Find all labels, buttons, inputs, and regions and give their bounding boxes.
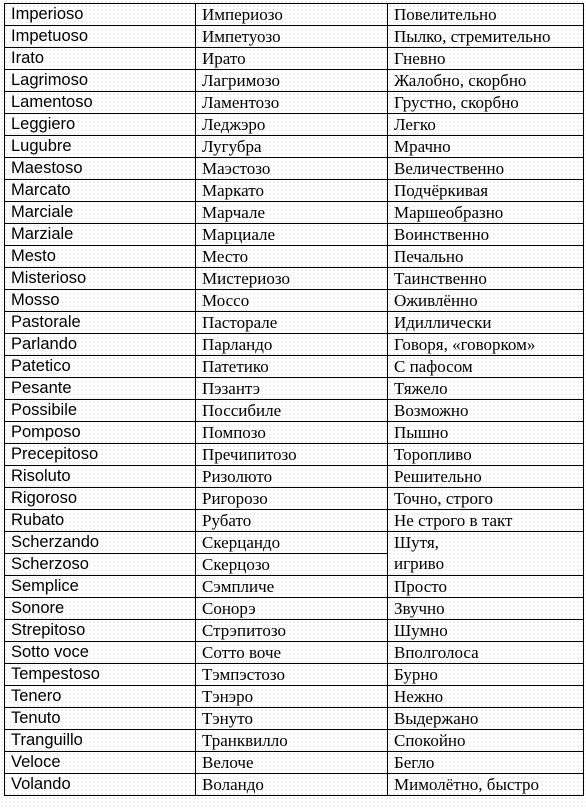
italian-term-cell: Lamentoso [5,92,196,114]
table-row [5,26,584,48]
transliteration-cell: Маэстозо [196,158,388,180]
translation-cell: Легко [388,114,584,136]
italian-term-cell: Parlando [5,334,196,356]
translation-cell: Грустно, скорбно [388,92,584,114]
translation-cell: Повелительно [388,4,584,26]
transliteration-cell: Рубато [196,510,388,532]
table-row [5,334,584,356]
table-row [5,730,584,752]
translation-cell: Оживлённо [388,290,584,312]
transliteration-cell: Ризолюто [196,466,388,488]
table-row [5,400,584,422]
translation-cell: С пафосом [388,356,584,378]
translation-cell: Торопливо [388,444,584,466]
translation-cell: Печально [388,246,584,268]
italian-term-cell: Marciale [5,202,196,224]
italian-term-cell: Marziale [5,224,196,246]
italian-term-cell: Mesto [5,246,196,268]
transliteration-cell: Скерцандо [196,532,388,554]
italian-term-cell: Pomposo [5,422,196,444]
translation-cell: Точно, строго [388,488,584,510]
italian-term-cell: Impetuoso [5,26,196,48]
table-row [5,312,584,334]
table-row [5,642,584,664]
transliteration-cell: Моссо [196,290,388,312]
transliteration-cell: Воландо [196,774,388,796]
translation-cell: Просто [388,576,584,598]
italian-term-cell: Risoluto [5,466,196,488]
italian-term-cell: Patetico [5,356,196,378]
table-row [5,202,584,224]
transliteration-cell: Ламентозо [196,92,388,114]
italian-term-cell: Lagrimoso [5,70,196,92]
italian-term-cell: Semplice [5,576,196,598]
italian-term-cell: Maestoso [5,158,196,180]
italian-term-cell: Tenero [5,686,196,708]
transliteration-cell: Пэзантэ [196,378,388,400]
table-row [5,268,584,290]
italian-term-cell: Possibile [5,400,196,422]
italian-term-cell: Tempestoso [5,664,196,686]
italian-term-cell: Tranguillo [5,730,196,752]
translation-cell: Вполголоса [388,642,584,664]
table-row [5,422,584,444]
translation-cell: Решительно [388,466,584,488]
italian-term-cell: Precepitoso [5,444,196,466]
transliteration-cell: Сотто воче [196,642,388,664]
italian-term-cell: Volando [5,774,196,796]
transliteration-cell: Импетуозо [196,26,388,48]
italian-term-cell: Strepitoso [5,620,196,642]
translation-cell: Тяжело [388,378,584,400]
table-row [5,510,584,532]
table-row [5,48,584,70]
translation-cell: Шутя, игриво [388,532,584,576]
transliteration-cell: Тэнэро [196,686,388,708]
transliteration-cell: Патетико [196,356,388,378]
translation-cell: Пышно [388,422,584,444]
transliteration-cell: Поссибиле [196,400,388,422]
table-row [5,686,584,708]
transliteration-cell: Ригорозо [196,488,388,510]
transliteration-cell: Пречипитозо [196,444,388,466]
transliteration-cell: Стрэпитозо [196,620,388,642]
transliteration-cell: Транквилло [196,730,388,752]
transliteration-cell: Место [196,246,388,268]
translation-cell: Таинственно [388,268,584,290]
transliteration-cell: Парландо [196,334,388,356]
translation-cell: Жалобно, скорбно [388,70,584,92]
translation-cell: Подчёркивая [388,180,584,202]
table-row [5,114,584,136]
transliteration-cell: Велоче [196,752,388,774]
translation-cell: Спокойно [388,730,584,752]
translation-cell: Бегло [388,752,584,774]
transliteration-cell: Марчале [196,202,388,224]
table-row [5,532,584,554]
translation-cell: Шумно [388,620,584,642]
translation-cell: Маршеобразно [388,202,584,224]
italian-term-cell: Imperioso [5,4,196,26]
italian-term-cell: Scherzoso [5,554,196,576]
translation-cell: Гневно [388,48,584,70]
transliteration-cell: Тэнуто [196,708,388,730]
table-row [5,246,584,268]
transliteration-cell: Скерцозо [196,554,388,576]
transliteration-cell: Сэмпличе [196,576,388,598]
table-row [5,92,584,114]
table-body [5,4,584,796]
transliteration-cell: Мистериозо [196,268,388,290]
table-row [5,752,584,774]
translation-cell: Идиллически [388,312,584,334]
italian-term-cell: Pesante [5,378,196,400]
transliteration-cell: Империозо [196,4,388,26]
table-row [5,224,584,246]
table-row [5,576,584,598]
table-row [5,708,584,730]
table-row [5,444,584,466]
transliteration-cell: Лагримозо [196,70,388,92]
translation-cell: Выдержано [388,708,584,730]
table-row [5,290,584,312]
transliteration-cell: Ирато [196,48,388,70]
italian-term-cell: Pastorale [5,312,196,334]
table-row [5,180,584,202]
italian-term-cell: Misterioso [5,268,196,290]
italian-term-cell: Tenuto [5,708,196,730]
table-row [5,158,584,180]
table-row [5,488,584,510]
table-row [5,466,584,488]
transliteration-cell: Сонорэ [196,598,388,620]
translation-cell: Мимолётно, быстро [388,774,584,796]
table-row [5,620,584,642]
italian-term-cell: Sonore [5,598,196,620]
table-row [5,356,584,378]
table-row [5,774,584,796]
table-row [5,664,584,686]
translation-cell: Возможно [388,400,584,422]
music-terms-table [4,3,584,796]
translation-cell: Мрачно [388,136,584,158]
translation-cell: Воинственно [388,224,584,246]
table-row [5,4,584,26]
italian-term-cell: Veloce [5,752,196,774]
translation-cell: Звучно [388,598,584,620]
transliteration-cell: Помпозо [196,422,388,444]
transliteration-cell: Маркато [196,180,388,202]
italian-term-cell: Leggiero [5,114,196,136]
transliteration-cell: Пасторале [196,312,388,334]
transliteration-cell: Лугубра [196,136,388,158]
italian-term-cell: Rubato [5,510,196,532]
transliteration-cell: Леджэро [196,114,388,136]
italian-term-cell: Rigoroso [5,488,196,510]
translation-cell: Говоря, «говорком» [388,334,584,356]
transliteration-cell: Тэмпэстозо [196,664,388,686]
transliteration-cell: Марциале [196,224,388,246]
translation-cell: Пылко, стремительно [388,26,584,48]
table-row [5,136,584,158]
italian-term-cell: Scherzando [5,532,196,554]
table-row [5,378,584,400]
translation-cell: Нежно [388,686,584,708]
italian-term-cell: Marcato [5,180,196,202]
translation-cell: Не строго в такт [388,510,584,532]
italian-term-cell: Sotto voce [5,642,196,664]
table-row [5,598,584,620]
italian-term-cell: Lugubre [5,136,196,158]
translation-cell: Бурно [388,664,584,686]
table-row [5,70,584,92]
italian-term-cell: Mosso [5,290,196,312]
translation-cell: Величественно [388,158,584,180]
italian-term-cell: Irato [5,48,196,70]
